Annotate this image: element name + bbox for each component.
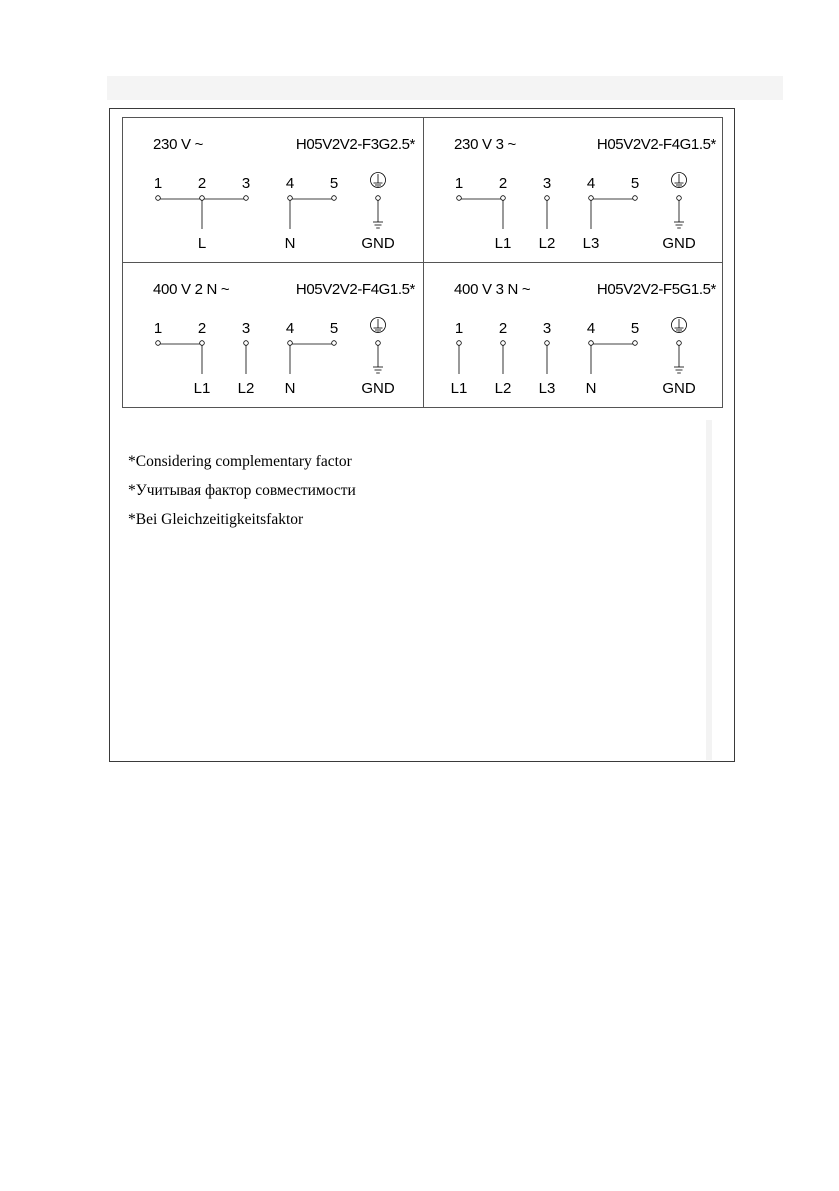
terminal-connector	[633, 341, 638, 346]
terminal-block-diagram	[123, 118, 423, 263]
terminal-connector	[376, 196, 381, 201]
wiring-panel-230v-single-phase	[123, 118, 423, 263]
terminal-connector	[244, 196, 249, 201]
terminal-connector	[633, 196, 638, 201]
footnote-english: *Considering complementary factor	[128, 453, 352, 470]
lead-label: L2	[494, 380, 512, 397]
terminal-connector	[501, 341, 506, 346]
terminal-number: 5	[630, 320, 640, 337]
footnote-german: *Bei Gleichzeitigkeitsfaktor	[128, 511, 304, 528]
terminal-connector	[332, 341, 337, 346]
panel-voltage: 230 V ~	[153, 136, 204, 153]
wiring-panel-400v-2n	[123, 263, 423, 408]
terminal-number: 5	[630, 175, 640, 192]
lead-label: L1	[193, 380, 211, 397]
panel-cable-type: H05V2V2-F4G1.5*	[295, 281, 415, 298]
connection-diagram-table	[122, 117, 723, 408]
terminal-connector	[545, 341, 550, 346]
terminal-number: 2	[197, 175, 207, 192]
terminal-number: 4	[586, 320, 596, 337]
terminal-number: 3	[542, 320, 552, 337]
panel-voltage: 400 V 2 N ~	[153, 281, 230, 298]
terminal-connector	[457, 341, 462, 346]
panel-voltage: 400 V 3 N ~	[454, 281, 531, 298]
terminal-connector	[677, 341, 682, 346]
panel-voltage: 230 V 3 ~	[454, 136, 516, 153]
lead-label: N	[284, 235, 296, 252]
terminal-connector	[589, 341, 594, 346]
lead-label: N	[284, 380, 296, 397]
terminal-connector	[200, 196, 205, 201]
terminal-number: 2	[498, 320, 508, 337]
terminal-number: 2	[197, 320, 207, 337]
terminal-connector	[376, 341, 381, 346]
terminal-number: 4	[586, 175, 596, 192]
terminal-number: 4	[285, 320, 295, 337]
terminal-block-diagram	[123, 263, 423, 408]
terminal-number: 1	[454, 320, 464, 337]
footnote-russian: *Учитывая фактор совместимости	[128, 482, 356, 499]
terminal-connector	[156, 196, 161, 201]
ground-label: GND	[662, 380, 696, 397]
panel-cable-type: H05V2V2-F3G2.5*	[295, 136, 415, 153]
terminal-connector	[332, 196, 337, 201]
terminal-block-diagram	[424, 118, 724, 263]
terminal-number: 3	[241, 175, 251, 192]
terminal-number: 4	[285, 175, 295, 192]
ground-label: GND	[662, 235, 696, 252]
terminal-connector	[288, 341, 293, 346]
lead-label: L2	[237, 380, 255, 397]
terminal-connector	[501, 196, 506, 201]
terminal-connector	[545, 196, 550, 201]
terminal-connector	[677, 196, 682, 201]
lead-label: L	[197, 235, 207, 252]
lead-label: N	[585, 380, 597, 397]
terminal-connector	[589, 196, 594, 201]
lead-label: L1	[494, 235, 512, 252]
terminal-number: 1	[153, 175, 163, 192]
terminal-number: 5	[329, 175, 339, 192]
terminal-number: 3	[542, 175, 552, 192]
terminal-number: 5	[329, 320, 339, 337]
wiring-panel-400v-3n	[424, 263, 724, 408]
footnotes	[128, 452, 356, 539]
terminal-connector	[244, 341, 249, 346]
terminal-number: 1	[454, 175, 464, 192]
panel-cable-type: H05V2V2-F5G1.5*	[596, 281, 716, 298]
terminal-connector	[457, 196, 462, 201]
terminal-number: 2	[498, 175, 508, 192]
terminal-connector	[156, 341, 161, 346]
lead-label: L3	[538, 380, 556, 397]
terminal-number: 1	[153, 320, 163, 337]
panel-cable-type: H05V2V2-F4G1.5*	[596, 136, 716, 153]
ground-label: GND	[361, 235, 395, 252]
lead-label: L2	[538, 235, 556, 252]
terminal-connector	[288, 196, 293, 201]
wiring-panel-230v-three-phase	[424, 118, 724, 263]
lead-label: L1	[450, 380, 468, 397]
terminal-number: 3	[241, 320, 251, 337]
lead-label: L3	[582, 235, 600, 252]
terminal-block-diagram	[424, 263, 724, 408]
terminal-connector	[200, 341, 205, 346]
scan-shading	[107, 76, 783, 100]
ground-label: GND	[361, 380, 395, 397]
